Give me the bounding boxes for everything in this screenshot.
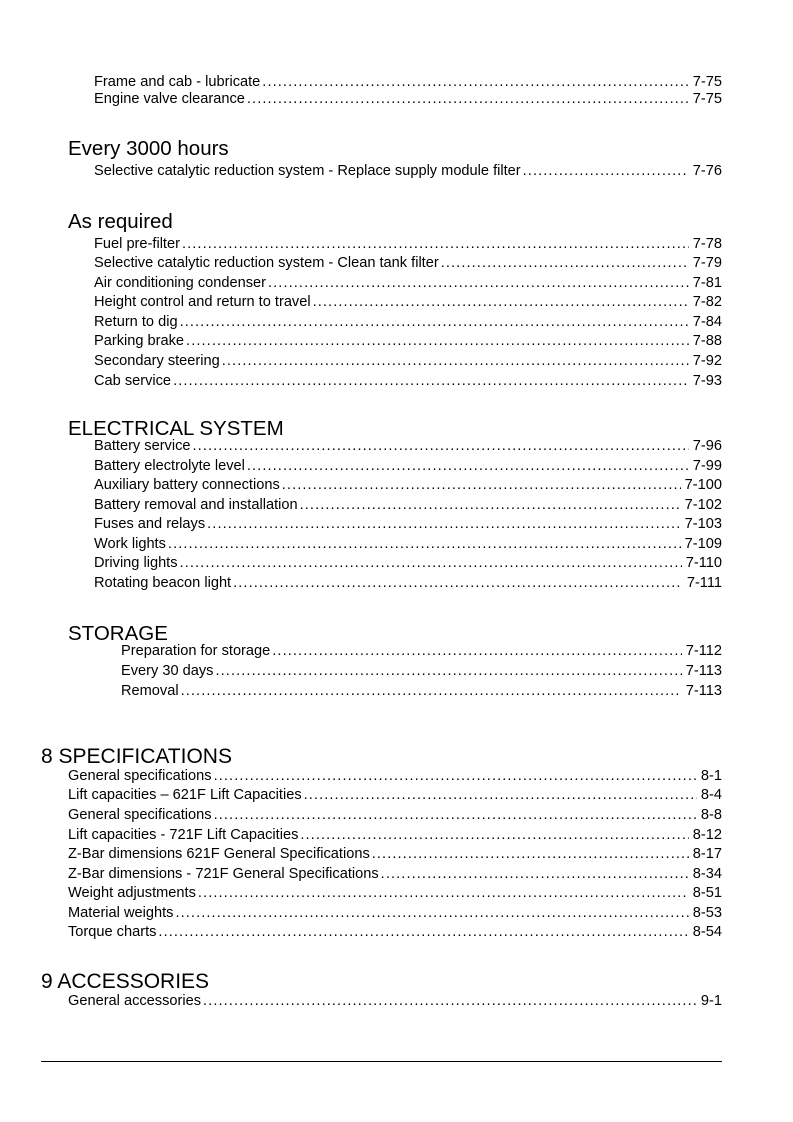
entry-page: 8-1	[700, 768, 722, 784]
toc-entry[interactable]	[94, 235, 722, 254]
dot-leader	[247, 457, 689, 476]
entry-label: Frame and cab - lubricate	[94, 74, 261, 90]
entry-page: 7-78	[692, 236, 722, 252]
entry-label: Engine valve clearance	[94, 91, 245, 107]
entry-page: 7-75	[692, 91, 722, 107]
toc-entry[interactable]	[94, 535, 722, 554]
entry-label: Return to dig	[94, 314, 178, 330]
chapter-heading: 9 ACCESSORIES	[41, 970, 210, 993]
entry-page: 8-51	[692, 885, 722, 901]
toc-entry[interactable]	[121, 662, 722, 681]
dot-leader	[215, 662, 681, 681]
section-heading: Every 3000 hours	[68, 137, 229, 160]
entry-page: 7-75	[692, 74, 722, 90]
entry-page: 7-99	[692, 458, 722, 474]
toc-entry[interactable]	[94, 293, 722, 312]
entry-page: 7-96	[692, 438, 722, 454]
toc-entry[interactable]	[121, 682, 722, 701]
entry-page: 7-110	[685, 555, 722, 571]
entry-page: 7-111	[686, 575, 722, 591]
entry-page: 7-88	[692, 333, 722, 349]
dot-leader	[372, 845, 689, 864]
section-heading: As required	[68, 210, 173, 233]
dot-leader	[214, 806, 697, 825]
dot-leader	[207, 515, 681, 534]
dot-leader	[180, 554, 682, 573]
entry-page: 7-112	[685, 643, 722, 659]
section-heading: STORAGE	[68, 622, 168, 645]
dot-leader	[300, 496, 681, 515]
toc-entry[interactable]	[94, 332, 722, 351]
entry-label: Cab service	[94, 373, 172, 389]
entry-page: 8-17	[692, 846, 722, 862]
dot-leader	[214, 767, 697, 786]
entry-label: Fuel pre-filter	[94, 236, 180, 252]
entry-page: 7-92	[692, 353, 722, 369]
entry-page: 9-1	[700, 993, 722, 1009]
dot-leader	[222, 352, 689, 371]
entry-label: Auxiliary battery connections	[94, 477, 280, 493]
entry-label: Parking brake	[94, 333, 185, 349]
entry-page: 7-100	[684, 477, 722, 493]
dot-leader	[182, 235, 689, 254]
entry-label: Selective catalytic reduction system - Replace supply module filter	[94, 163, 521, 179]
entry-label: Work lights	[94, 536, 166, 552]
entry-label: Torque charts	[68, 924, 157, 940]
dot-leader	[282, 476, 681, 495]
dot-leader	[233, 574, 683, 593]
dot-leader	[186, 332, 689, 351]
entry-page: 7-103	[684, 516, 722, 532]
toc-entry[interactable]	[68, 865, 722, 884]
entry-label: Fuses and relays	[94, 516, 206, 532]
entry-page: 7-109	[684, 536, 722, 552]
entry-page: 7-82	[692, 294, 722, 310]
dot-leader	[268, 274, 689, 293]
dot-leader	[173, 372, 689, 391]
dot-leader	[181, 682, 682, 701]
toc-entry[interactable]	[68, 904, 722, 923]
entry-label: Removal	[121, 683, 179, 699]
entry-page: 7-113	[685, 683, 722, 699]
dot-leader	[381, 865, 689, 884]
dot-leader	[180, 313, 689, 332]
chapter-heading: 8 SPECIFICATIONS	[41, 745, 232, 768]
entry-label: Battery electrolyte level	[94, 458, 245, 474]
toc-entry[interactable]	[94, 515, 722, 534]
toc-entry[interactable]	[94, 352, 722, 371]
toc-entry[interactable]	[94, 162, 722, 181]
entry-page: 8-54	[692, 924, 722, 940]
toc-entry[interactable]	[94, 496, 722, 515]
entry-page: 8-34	[692, 866, 722, 882]
dot-leader	[203, 992, 697, 1011]
toc-entry[interactable]	[94, 372, 722, 391]
toc-entry[interactable]	[94, 554, 722, 573]
toc-entry[interactable]	[94, 90, 722, 109]
toc-entry[interactable]	[94, 457, 722, 476]
toc-entry[interactable]	[68, 826, 722, 845]
entry-page: 8-12	[692, 827, 722, 843]
entry-label: Secondary steering	[94, 353, 220, 369]
dot-leader	[158, 923, 688, 942]
dot-leader	[313, 293, 689, 312]
entry-page: 8-8	[700, 807, 722, 823]
toc-entry[interactable]	[94, 437, 722, 456]
dot-leader	[193, 437, 689, 456]
toc-entry[interactable]	[68, 806, 722, 825]
toc-entry[interactable]	[68, 786, 722, 805]
dot-leader	[272, 642, 681, 661]
entry-label: Rotating beacon light	[94, 575, 232, 591]
entry-page: 7-113	[685, 663, 722, 679]
dot-leader	[441, 254, 689, 273]
entry-label: Selective catalytic reduction system - Clean tank filter	[94, 255, 439, 271]
entry-label: Material weights	[68, 905, 174, 921]
entry-label: Preparation for storage	[121, 643, 271, 659]
entry-label: Weight adjustments	[68, 885, 196, 901]
toc-entry[interactable]	[94, 254, 722, 273]
dot-leader	[168, 535, 681, 554]
entry-page: 7-81	[692, 275, 722, 291]
entry-label: Battery removal and installation	[94, 497, 298, 513]
toc-entry[interactable]	[68, 884, 722, 903]
entry-label: Height control and return to travel	[94, 294, 311, 310]
entry-page: 7-79	[692, 255, 722, 271]
dot-leader	[300, 826, 688, 845]
dot-leader	[304, 786, 697, 805]
toc-entry[interactable]	[121, 642, 722, 661]
entry-label: Driving lights	[94, 555, 178, 571]
entry-label: Battery service	[94, 438, 191, 454]
entry-page: 8-4	[700, 787, 722, 803]
toc-entry[interactable]	[68, 923, 722, 942]
entry-page: 8-53	[692, 905, 722, 921]
entry-label: Z-Bar dimensions - 721F General Specifications	[68, 866, 379, 882]
toc-entry[interactable]	[94, 574, 722, 593]
toc-entry[interactable]	[68, 992, 722, 1011]
entry-page: 7-84	[692, 314, 722, 330]
entry-page: 7-102	[684, 497, 722, 513]
entry-page: 7-93	[692, 373, 722, 389]
toc-entry[interactable]	[94, 313, 722, 332]
entry-label: Air conditioning condenser	[94, 275, 266, 291]
dot-leader	[198, 884, 689, 903]
entry-label: Lift capacities – 621F Lift Capacities	[68, 787, 302, 803]
toc-entry[interactable]	[94, 476, 722, 495]
entry-label: General specifications	[68, 807, 212, 823]
entry-label: Lift capacities - 721F Lift Capacities	[68, 827, 299, 843]
entry-page: 7-76	[692, 163, 722, 179]
entry-label: General accessories	[68, 993, 202, 1009]
entry-label: Every 30 days	[121, 663, 214, 679]
toc-entry[interactable]	[94, 274, 722, 293]
dot-leader	[247, 90, 689, 109]
toc-entry[interactable]	[68, 845, 722, 864]
footer-rule	[41, 1061, 722, 1062]
dot-leader	[523, 162, 689, 181]
entry-label: Z-Bar dimensions 621F General Specifications	[68, 846, 370, 862]
entry-label: General specifications	[68, 768, 212, 784]
dot-leader	[175, 904, 688, 923]
section-heading: ELECTRICAL SYSTEM	[68, 417, 284, 440]
toc-entry[interactable]	[68, 767, 722, 786]
